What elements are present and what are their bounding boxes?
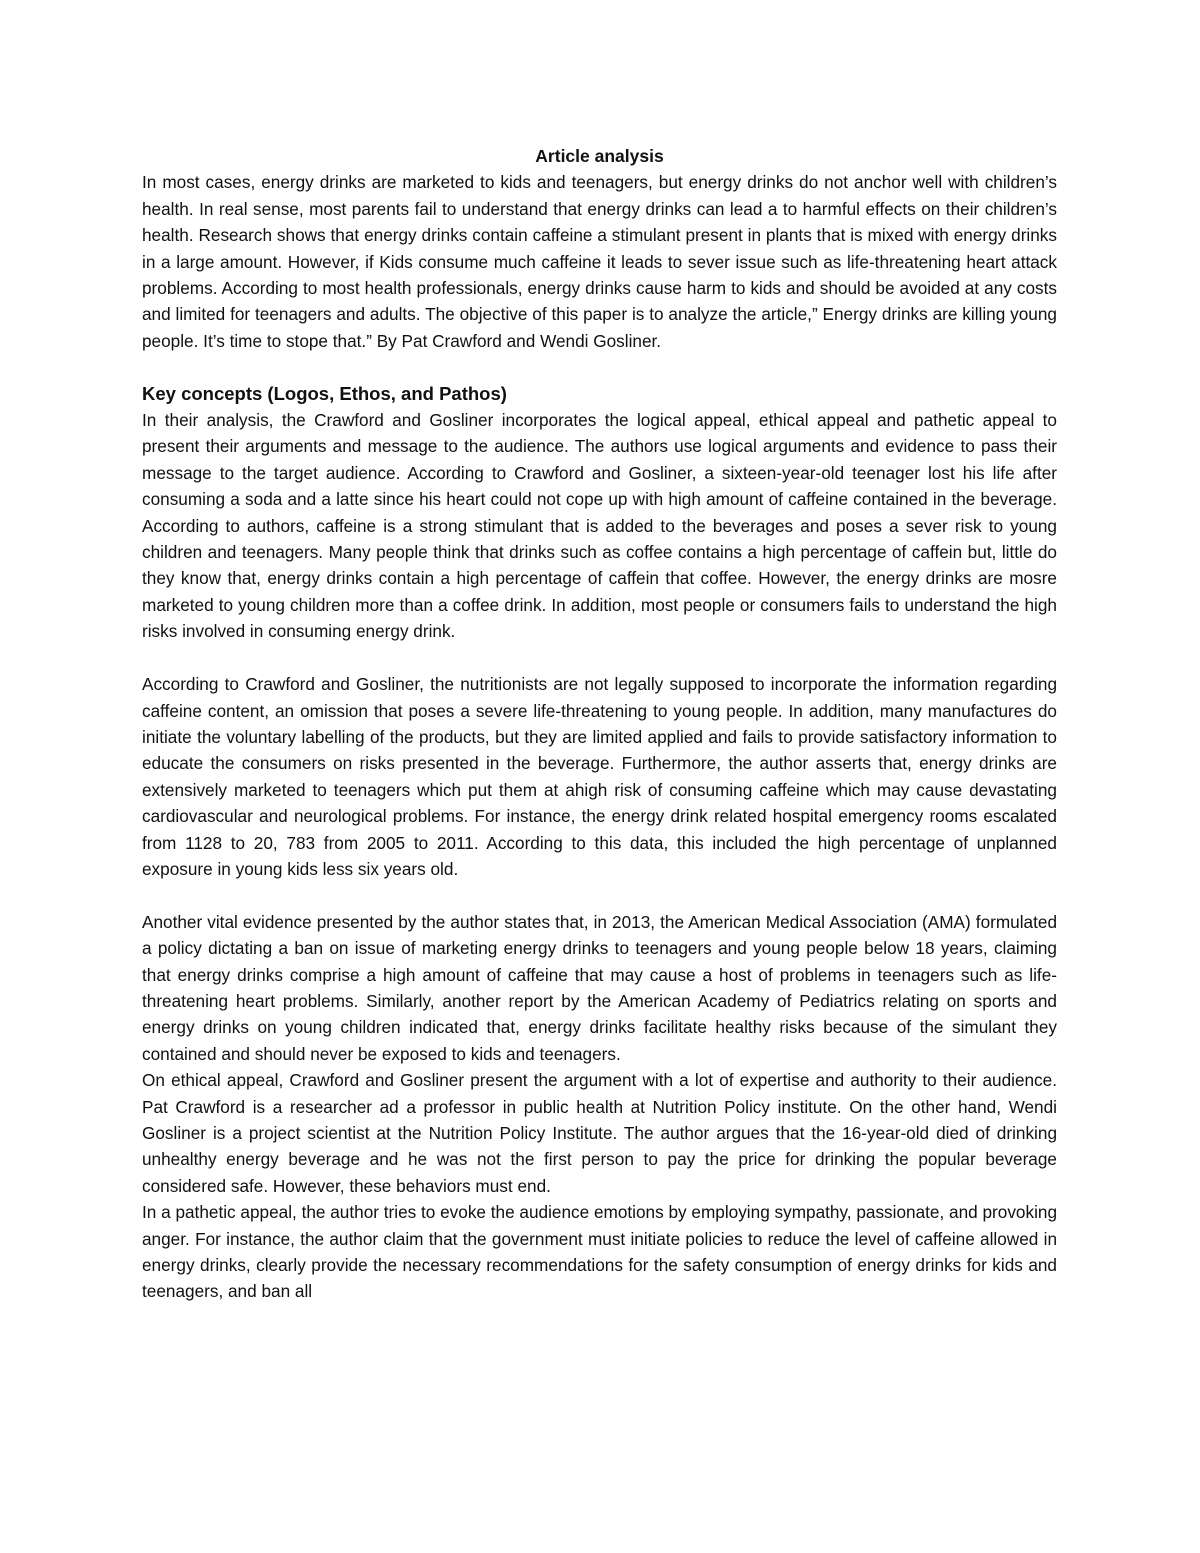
document-body bbox=[142, 143, 1057, 1305]
body-paragraph-pathos: In a pathetic appeal, the author tries to evoke the audience emotions by employing sympathy, passionate, and provoking anger. For instance, the author claim that the government must initiate policies to reduce the level of caffeine allowed in energy drinks, clearly provide the necessary recommendations for the safety consumption of energy drinks for kids and teenagers, and ban all bbox=[142, 1202, 1058, 1302]
body-paragraph-logos: In their analysis, the Crawford and Gosliner incorporates the logical appeal, ethical appeal and pathetic appeal to present their arguments and message to the audience. The authors use logical arguments and evidence to pass their message to the target audience. According to Crawford and Gosliner, a sixteen-year-old teenager lost his life after consuming a soda and a latte since his heart could not cope up with high amount of caffeine contained in the beverage. According to authors, caffeine is a strong stimulant that is added to the beverages and poses a sever risk to young children and teenagers. Many people think that drinks such as coffee contains a high percentage of caffein but, little do they know that, energy drinks contain a high percentage of caffein that coffee. However, the energy drinks are mosre marketed to young children more than a coffee drink. In addition, most people or consumers fails to understand the high risks involved in consuming energy drink. bbox=[142, 410, 1057, 642]
paragraph-spacer bbox=[142, 882, 1057, 908]
paragraph-spacer bbox=[142, 354, 1057, 380]
document-title: Article analysis bbox=[535, 146, 664, 166]
body-paragraph-ethos: On ethical appeal, Crawford and Gosliner present the argument with a lot of expertise and authority to their audience. Pat Crawford is a researcher ad a professor in public health at Nutrition Policy institute. On the other hand, Wendi Gosliner is a project scientist at the Nutrition Policy Institute. The author argues that the 16-year-old died of drinking unhealthy energy beverage and he was not the first person to pay the price for drinking the popular beverage considered safe. However, these behaviors must end. bbox=[142, 1070, 1057, 1196]
intro-paragraph: In most cases, energy drinks are marketed to kids and teenagers, but energy drinks do not anchor well with children’s health. In real sense, most parents fail to understand that energy drinks can lead a to harmful effects on their children’s health. Research shows that energy drinks contain caffeine a stimulant present in plants that is mixed with energy drinks in a large amount. However, if Kids consume much caffeine it leads to sever issue such as life-threatening heart attack problems. According to most health professionals, energy drinks cause harm to kids and should be avoided at any costs and limited for teenagers and adults. The objective of this paper is to analyze the article,” Energy drinks are killing young people. It’s time to stope that.” By Pat Crawford and Wendi Gosliner. bbox=[142, 172, 1057, 351]
section-heading: Key concepts (Logos, Ethos, and Pathos) bbox=[142, 382, 507, 404]
body-paragraph-labelling: According to Crawford and Gosliner, the nutritionists are not legally supposed to incorporate the information regarding caffeine content, an omission that poses a severe life-threatening to young people. In addition, many manufactures do initiate the voluntary labelling of the products, but they are limited applied and fails to provide satisfactory information to educate the consumers on risks presented in the beverage. Furthermore, the author asserts that, energy drinks are extensively marketed to teenagers which put them at ahigh risk of consuming caffeine which may cause devastating cardiovascular and neurological problems. For instance, the energy drink related hospital emergency rooms escalated from 1128 to 20, 783 from 2005 to 2011. According to this data, this included the high percentage of unplanned exposure in young kids less six years old. bbox=[142, 674, 1057, 879]
body-paragraph-ama: Another vital evidence presented by the author states that, in 2013, the American Medical Association (AMA) formulated a policy dictating a ban on issue of marketing energy drinks to teenagers and young people below 18 years, claiming that energy drinks comprise a high amount of caffeine that may cause a host of problems in teenagers such as life-threatening heart problems. Similarly, another report by the American Academy of Pediatrics relating on sports and energy drinks on young children indicated that, energy drinks facilitate healthy risks because of the simulant they contained and should never be exposed to kids and teenagers. bbox=[142, 911, 1057, 1064]
paragraph-spacer bbox=[142, 645, 1057, 671]
